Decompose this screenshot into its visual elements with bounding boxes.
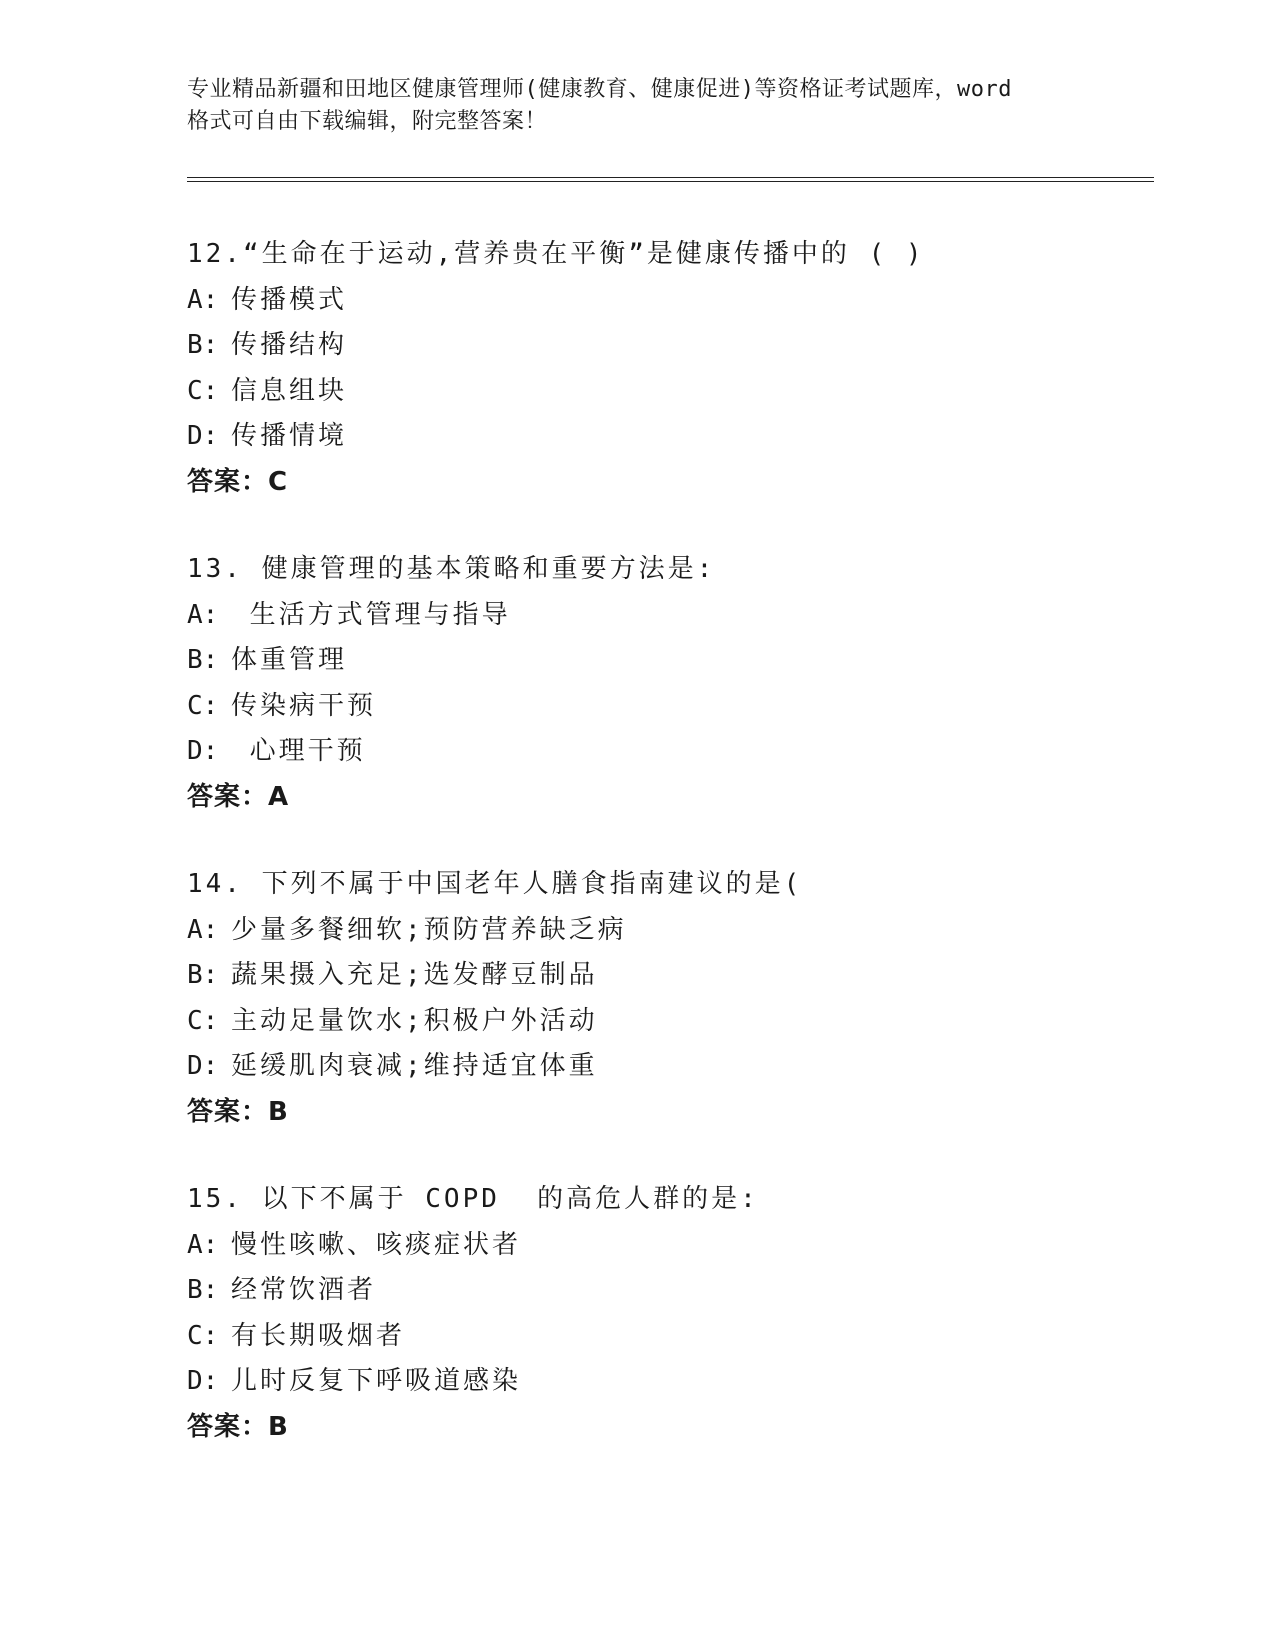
header-divider <box>187 177 1154 182</box>
question-12 <box>187 232 1187 505</box>
option-b <box>187 323 1187 369</box>
option-c <box>187 999 1187 1045</box>
option-c <box>187 684 1187 730</box>
question-stem: 14. 下列不属于中国老年人膳食指南建议的是( <box>187 869 803 899</box>
option-letter: D: <box>187 736 219 766</box>
option-letter: D: <box>187 421 219 451</box>
option-d <box>187 1359 1187 1405</box>
question-13 <box>187 547 1187 820</box>
answer-label: 答案：A <box>187 781 290 812</box>
option-b <box>187 1268 1187 1314</box>
option-letter: B: <box>187 1275 219 1305</box>
document-header <box>187 74 1087 138</box>
question-stem: 12.“生命在于运动,营养贵在平衡”是健康传播中的 ( ) <box>187 239 925 269</box>
option-text: 儿时反复下呼吸道感染 <box>231 1366 522 1396</box>
option-a <box>187 908 1187 954</box>
header-line-2: 格式可自由下载编辑，附完整答案！ <box>187 109 548 134</box>
option-letter: A: <box>187 599 219 630</box>
option-d <box>187 1044 1187 1090</box>
option-letter: B: <box>187 645 219 675</box>
answer-label: 答案：B <box>187 1096 289 1127</box>
option-b <box>187 953 1187 999</box>
option-a <box>187 593 1187 639</box>
option-d <box>187 414 1187 460</box>
option-text: 有长期吸烟者 <box>231 1320 406 1351</box>
question-stem: 13. 健康管理的基本策略和重要方法是: <box>187 554 716 584</box>
option-text: 心理干预 <box>231 736 366 766</box>
option-c <box>187 1314 1187 1360</box>
option-d <box>187 729 1187 775</box>
option-text: 蔬果摄入充足;选发酵豆制品 <box>231 960 598 990</box>
question-14 <box>187 862 1187 1135</box>
option-text: 延缓肌肉衰减;维持适宜体重 <box>231 1051 598 1081</box>
option-text: 传播模式 <box>231 284 348 315</box>
option-text: 信息组块 <box>231 375 348 406</box>
option-letter: C: <box>187 1005 219 1036</box>
option-text: 体重管理 <box>231 645 348 675</box>
option-letter: B: <box>187 960 219 990</box>
option-letter: A: <box>187 1229 219 1260</box>
header-line-1: 专业精品新疆和田地区健康管理师(健康教育、健康促进)等资格证考试题库，word <box>187 77 1012 102</box>
option-text: 传播结构 <box>231 330 348 360</box>
option-letter: D: <box>187 1366 219 1396</box>
option-letter: C: <box>187 375 219 406</box>
option-letter: D: <box>187 1051 219 1081</box>
option-a <box>187 278 1187 324</box>
option-c <box>187 369 1187 415</box>
option-letter: C: <box>187 1320 219 1351</box>
answer-label: 答案：B <box>187 1411 289 1442</box>
option-text: 传染病干预 <box>231 690 377 721</box>
question-stem: 15. 以下不属于 COPD 的高危人群的是: <box>187 1184 759 1214</box>
option-b <box>187 638 1187 684</box>
option-letter: C: <box>187 690 219 721</box>
option-text: 经常饮酒者 <box>231 1275 377 1305</box>
option-text: 传播情境 <box>231 421 348 451</box>
option-a <box>187 1223 1187 1269</box>
option-letter: A: <box>187 284 219 315</box>
option-letter: A: <box>187 914 219 945</box>
answer-label: 答案：C <box>187 466 289 497</box>
option-text: 主动足量饮水;积极户外活动 <box>231 1005 598 1036</box>
question-15 <box>187 1177 1187 1450</box>
option-letter: B: <box>187 330 219 360</box>
option-text: 慢性咳嗽、咳痰症状者 <box>231 1229 522 1260</box>
option-text: 生活方式管理与指导 <box>231 599 511 630</box>
option-text: 少量多餐细软;预防营养缺乏病 <box>231 914 627 945</box>
